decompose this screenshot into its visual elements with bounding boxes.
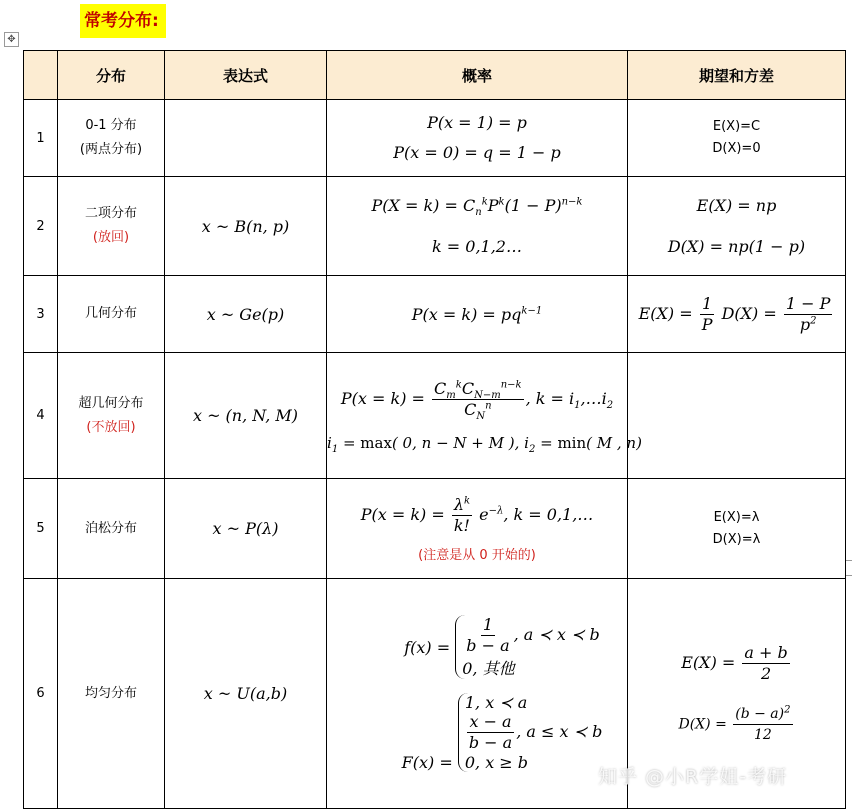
distribution-name: 几何分布 (58, 276, 165, 353)
table-row (24, 479, 846, 579)
expression-cell: x ~ B(n, p) (165, 177, 327, 276)
header-prob: 概率 (327, 51, 628, 100)
expression-cell (165, 100, 327, 177)
probability-cell: P(x = k) = $\frac{\lambda^k}{k!}$ $e^{-\lambda}$, k = 0,1,… (注意是从 0 开始的) (327, 479, 628, 579)
expectation-variance-cell: E(X) = $\frac{1}{P}$ D(X) = $\frac{1 - P}{p^2}$ (628, 276, 846, 353)
probability-cell: $P(X = k) = C_n^kP^k(1 - P)^{n-k}$ k = 0,1,2… (327, 177, 628, 276)
probability-cell: P(x = k) = $\frac{C_m^kC_{N-m}^{n-k}}{C_N^n}$ , $k = i_1,\dots i_2$ $i_1 = \max$( 0, n − N + M ), $i_2 = \min$( M , n) (327, 353, 628, 479)
header-expr: 表达式 (165, 51, 327, 100)
distribution-table (23, 50, 846, 809)
probability-cell: P(x = 1) = p P(x = 0) = q = 1 − p (327, 100, 628, 177)
table-resize-marker[interactable] (846, 560, 852, 576)
table-row (24, 177, 846, 276)
header-dist: 分布 (58, 51, 165, 100)
table-row (24, 100, 846, 177)
expectation-variance-cell: E(X) = np D(X) = np(1 − p) (628, 177, 846, 276)
expectation-variance-cell (628, 353, 846, 479)
header-ev: 期望和方差 (628, 51, 846, 100)
distribution-name: 0-1 分布 (两点分布) (58, 100, 165, 177)
row-number: 6 (24, 579, 58, 809)
note-text: (注意是从 0 开始的) (418, 547, 536, 563)
expression-cell: x ~ (n, N, M) (165, 353, 327, 479)
watermark: 知乎 @小R学姐-考研 (598, 766, 788, 788)
table-row (24, 353, 846, 479)
row-number: 4 (24, 353, 58, 479)
probability-cell: f(x) = $\frac{1}{b - a}$ , a ≺ x ≺ b 0, 其他 F(x) = 1, x ≺ a $\frac{x - a}{b - a}$ , a ≤ x ≺ b 0, x ≥ b (327, 579, 628, 809)
distribution-name: 超几何分布 (不放回) (58, 353, 165, 479)
expression-cell: x ~ P(λ) (165, 479, 327, 579)
row-number: 5 (24, 479, 58, 579)
header-num (24, 51, 58, 100)
row-number: 3 (24, 276, 58, 353)
expression-cell: x ~ Ge(p) (165, 276, 327, 353)
distribution-name: 二项分布 (放回) (58, 177, 165, 276)
expectation-variance-cell: E(X)=C D(X)=0 (628, 100, 846, 177)
table-move-handle-icon[interactable]: ✥ (4, 32, 19, 47)
probability-cell: $P(x = k) = pq^{k-1}$ (327, 276, 628, 353)
row-number: 2 (24, 177, 58, 276)
page-title: 常考分布: (80, 4, 166, 38)
expectation-variance-cell: E(X) = $\frac{a + b}{2}$ D(X) = $\frac{(b - a)^2}{12}$ (628, 579, 846, 809)
table-row (24, 276, 846, 353)
distribution-name: 泊松分布 (58, 479, 165, 579)
distribution-name: 均匀分布 (58, 579, 165, 809)
expression-cell: x ~ U(a,b) (165, 579, 327, 809)
row-number: 1 (24, 100, 58, 177)
table-header-row (24, 51, 846, 100)
expectation-variance-cell: E(X)=λ D(X)=λ (628, 479, 846, 579)
